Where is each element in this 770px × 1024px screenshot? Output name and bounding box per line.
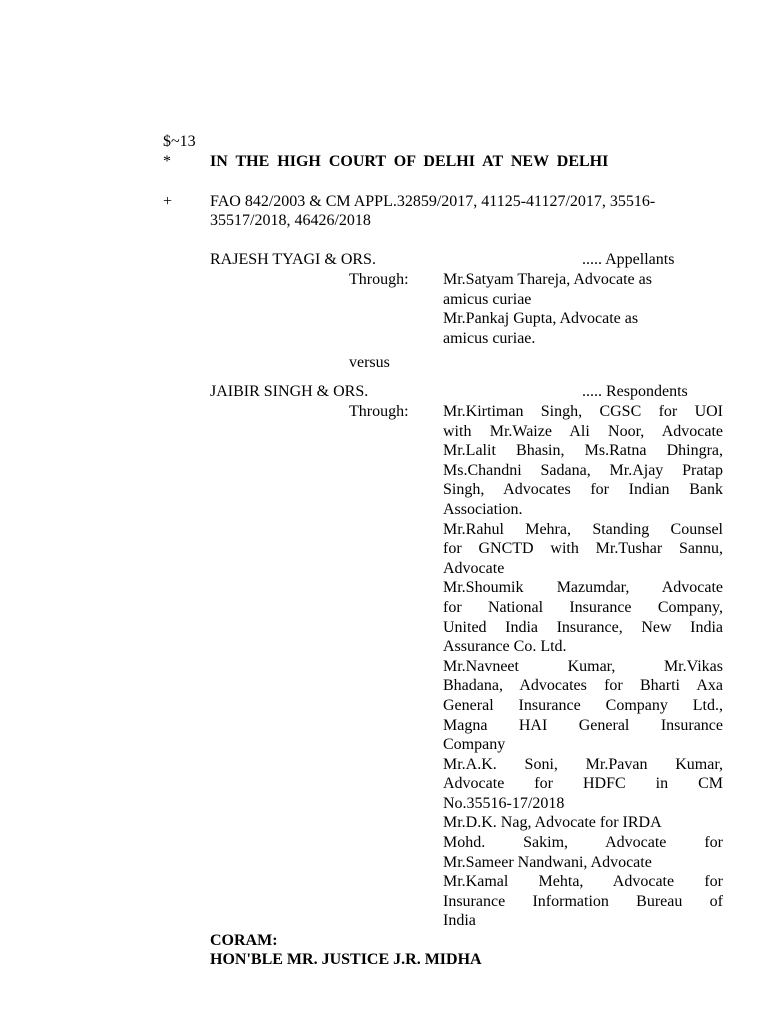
respondent-through: Through: <box>349 403 409 420</box>
counsel-line: amicus curiae. <box>443 329 536 347</box>
counsel-line: India <box>443 912 476 930</box>
item-number: $~13 <box>163 133 196 150</box>
counsel-line: Insurance Information Bureau of <box>443 892 723 910</box>
counsel-line: with Mr.Waize Ali Noor, Advocate <box>443 422 723 440</box>
counsel-line: Mr.Sameer Nandwani, Advocate <box>443 853 652 871</box>
case-number-line-1: FAO 842/2003 & CM APPL.32859/2017, 41125-41127/2017, 35516- <box>210 193 656 210</box>
counsel-line: Mr.Satyam Thareja, Advocate as <box>443 271 652 288</box>
counsel-line: Mr.A.K. Soni, Mr.Pavan Kumar, <box>443 755 723 773</box>
respondent-role: ..... Respondents <box>582 383 688 400</box>
counsel-line: Mr.Rahul Mehra, Standing Counsel <box>443 520 723 538</box>
counsel-line: Mr.Pankaj Gupta, Advocate as <box>443 310 639 328</box>
versus-label: versus <box>349 354 390 371</box>
counsel-line: Bhadana, Advocates for Bharti Axa <box>443 677 723 695</box>
counsel-line: for GNCTD with Mr.Tushar Sannu, <box>443 540 723 558</box>
counsel-line: Magna HAI General Insurance <box>443 716 723 734</box>
counsel-line: Mr.Kamal Mehta, Advocate for <box>443 873 723 891</box>
counsel-line: General Insurance Company Ltd., <box>443 696 723 714</box>
coram-label: CORAM: <box>210 932 278 949</box>
court-title: IN THE HIGH COURT OF DELHI AT NEW DELHI <box>210 153 609 170</box>
appellant-counsel <box>443 270 723 348</box>
counsel-line: United India Insurance, New India <box>443 618 723 636</box>
counsel-line: Singh, Advocates for Indian Bank <box>443 481 723 499</box>
counsel-line: No.35516-17/2018 <box>443 794 565 812</box>
respondent-name: JAIBIR SINGH & ORS. <box>210 383 369 400</box>
case-number-line-2: 35517/2018, 46426/2018 <box>210 212 371 229</box>
counsel-line: Advocate <box>443 559 505 577</box>
counsel-line: for National Insurance Company, <box>443 598 723 616</box>
appellant-name: RAJESH TYAGI & ORS. <box>210 251 376 268</box>
counsel-line: Mr.Lalit Bhasin, Ms.Ratna Dhingra, <box>443 442 723 460</box>
appellant-role: ..... Appellants <box>582 251 675 268</box>
plus-marker: + <box>163 193 173 210</box>
counsel-line: Association. <box>443 500 523 518</box>
coram-judge: HON'BLE MR. JUSTICE J.R. MIDHA <box>210 951 482 968</box>
counsel-line: Advocate for HDFC in CM <box>443 775 723 793</box>
counsel-line: Ms.Chandni Sadana, Mr.Ajay Pratap <box>443 461 723 479</box>
counsel-line: Mr.Kirtiman Singh, CGSC for UOI <box>443 403 723 420</box>
counsel-line: Mr.D.K. Nag, Advocate for IRDA <box>443 814 662 832</box>
counsel-line: Mohd. Sakim, Advocate for <box>443 834 723 852</box>
appellant-through: Through: <box>349 271 409 288</box>
respondent-counsel <box>443 402 723 931</box>
counsel-line: Company <box>443 736 506 754</box>
counsel-line: Mr.Shoumik Mazumdar, Advocate <box>443 579 723 597</box>
star-marker: * <box>163 153 171 170</box>
counsel-line: amicus curiae <box>443 290 532 308</box>
counsel-line: Mr.Navneet Kumar, Mr.Vikas <box>443 657 723 675</box>
counsel-line: Assurance Co. Ltd. <box>443 638 567 656</box>
